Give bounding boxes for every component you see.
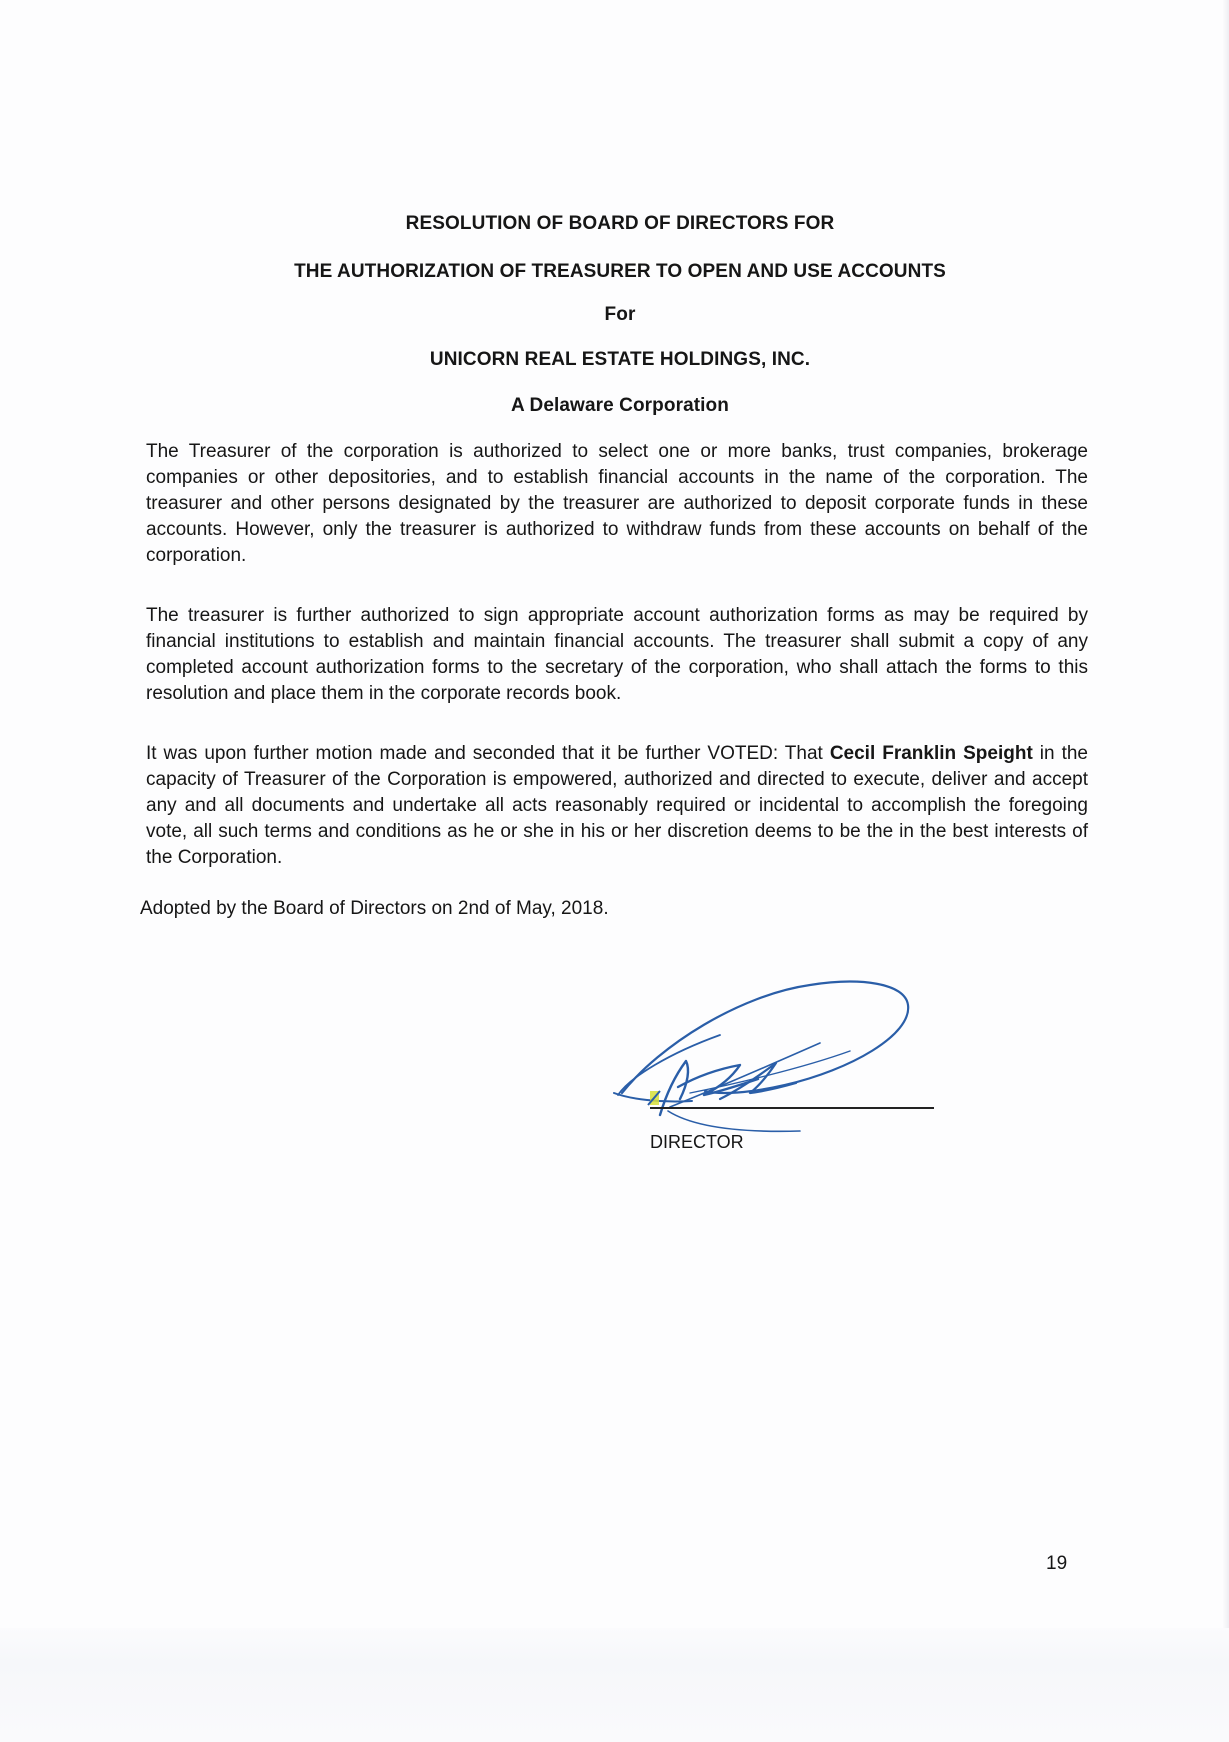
title-line-3: For (604, 304, 636, 325)
voted-motion-intro: It was upon further motion made and seconded that it be further VOTED: That (146, 743, 830, 764)
company-name: UNICORN REAL ESTATE HOLDINGS, INC. (429, 349, 811, 370)
title-line-2: THE AUTHORIZATION OF TREASURER TO OPEN AND USE ACCOUNTS (294, 261, 946, 282)
paragraph-authorization: The Treasurer of the corporation is authorized to select one or more banks, trust companies, brokerage companies or other depositories, and to establish financial accounts in the name of the corporation. The treasurer and other persons designated by the treasurer are authorized to deposit corporate funds in these accounts. However, only the treasurer is authorized to withdraw funds from these accounts on behalf of the corporation. (146, 441, 1088, 566)
paragraph-account-forms: The treasurer is further authorized to sign appropriate account authorization forms as may be required by financial institutions to establish and maintain financial accounts. The treasurer shall submit a copy of any completed account authorization forms to the secretary of the corporation, who shall attach the forms to this resolution and place them in the corporate records book. (146, 605, 1088, 704)
adoption-statement: Adopted by the Board of Directors on 2nd of May, 2018. (140, 898, 609, 919)
scan-bottom-band (0, 1628, 1229, 1742)
page-number: 19 (1046, 1553, 1068, 1574)
director-label: DIRECTOR (650, 1132, 744, 1152)
treasurer-name: Cecil Franklin Speight (829, 743, 1033, 764)
company-type: A Delaware Corporation (511, 395, 729, 416)
signature-line (650, 1107, 934, 1109)
voted-motion-body: in the capacity of Treasurer of the Corporation is empowered, authorized and directed to execute, deliver and accept any and all documents and undertake all acts reasonably required or incidental to accomplish the foregoing vote, all such terms and conditions as he or she in his or her discretion deems to be the in the best interests of the Corporation. (146, 743, 1088, 868)
director-signature (600, 965, 930, 1140)
scan-edge (1223, 0, 1229, 1742)
paragraph-voted-motion (146, 741, 1088, 871)
title-line-1: RESOLUTION OF BOARD OF DIRECTORS FOR (405, 213, 835, 234)
